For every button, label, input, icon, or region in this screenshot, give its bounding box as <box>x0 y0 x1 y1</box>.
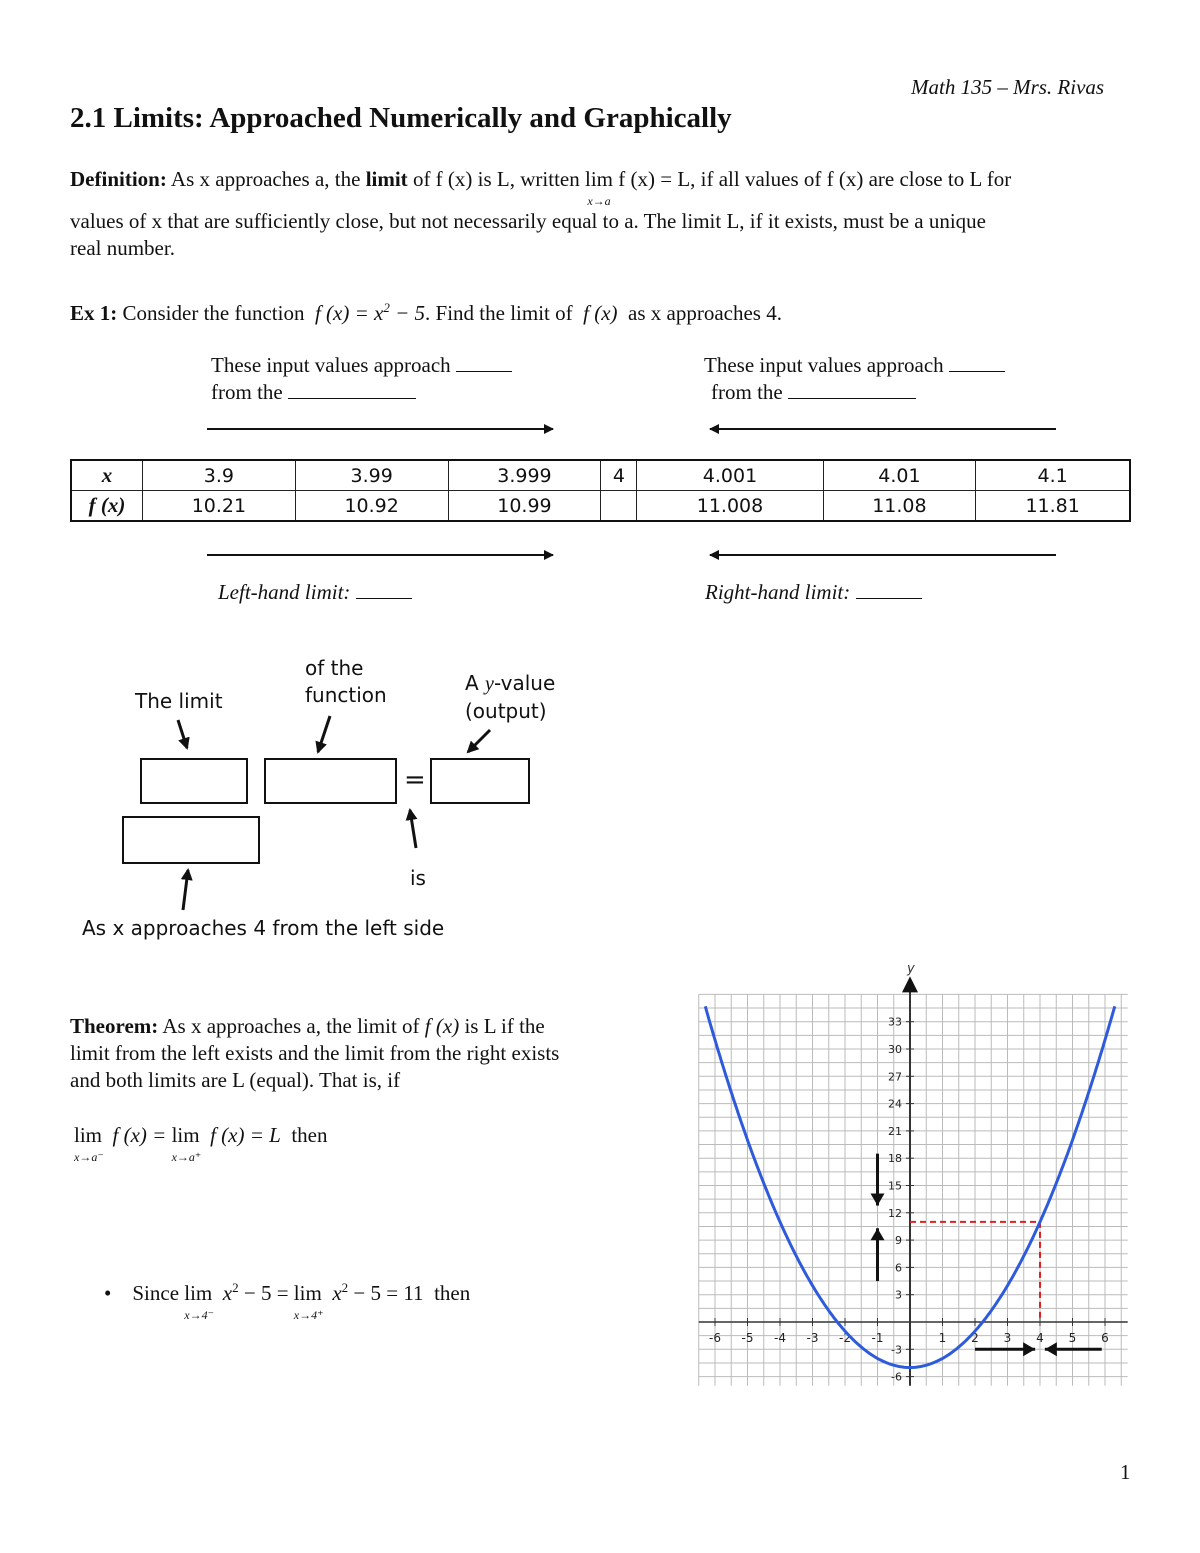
theorem-line-1 <box>70 1013 545 1040</box>
lim-right-notation: lim x→a⁺ <box>171 1123 202 1164</box>
fx-cell: 10.21 <box>143 491 296 522</box>
x-tick-label: 3 <box>1003 1331 1012 1345</box>
example-fx: f (x) <box>583 301 618 325</box>
since-lim-left: lim x→4⁻ <box>184 1281 214 1322</box>
fx-cell: 11.008 <box>637 491 823 522</box>
theorem-line-2: limit from the left exists and the limit from the right exists <box>70 1041 560 1065</box>
graph-arrow-up-head <box>871 1228 885 1240</box>
course-header: Math 135 – Mrs. Rivas <box>911 75 1105 99</box>
fx-cell: 10.92 <box>295 491 448 522</box>
y-tick-label: 27 <box>888 1070 902 1084</box>
example-function: f $(x) = x^2 - 5$ <box>314 300 426 325</box>
diagram-output: (output) <box>465 699 547 723</box>
y-tick-label: 12 <box>888 1206 902 1220</box>
example-text-b: . Find the limit of <box>425 301 573 325</box>
diagram-arrows <box>0 640 620 930</box>
y-tick-label: -3 <box>891 1343 902 1357</box>
page-number: 1 <box>1120 1460 1131 1484</box>
diagram-of-the: of the <box>305 656 364 680</box>
page-title: 2.1 Limits: Approached Numerically and Graphically <box>70 102 732 134</box>
graph-arrow-left-head <box>1045 1342 1057 1356</box>
example-text-c: as x approaches 4. <box>628 301 782 325</box>
y-tick-label: 30 <box>888 1043 902 1056</box>
x-tick-label: 2 <box>971 1331 979 1345</box>
fx-cell: 11.81 <box>976 491 1130 522</box>
x-tick-label: 5 <box>1068 1331 1077 1345</box>
x-cell: 4 <box>601 460 637 491</box>
since-lim-right: lim x→4⁺ <box>293 1281 324 1322</box>
theorem-fx: f (x) <box>424 1014 460 1038</box>
theorem-equation: lim x→a⁻ f (x) = lim x→a⁺ f (x) = L then <box>74 1123 328 1164</box>
table-row-fx <box>71 491 1130 522</box>
x-cell: 4.001 <box>637 460 823 491</box>
definition-line-2: values of x that are sufficiently close, but not necessarily equal to a. The limit L, if it exists, must be a unique <box>70 209 987 233</box>
x-tick-label: -5 <box>741 1331 754 1345</box>
theorem-text-a: As x approaches a, the limit of <box>162 1014 420 1038</box>
example-label: Ex 1: <box>70 301 118 325</box>
definition-text-b: of f (x) is L, written <box>412 167 580 191</box>
x-cell: 3.9 <box>143 460 296 491</box>
right-hand-limit: Right-hand limit: <box>705 579 922 606</box>
x-cell: 4.01 <box>823 460 976 491</box>
x-tick-label: 1 <box>938 1331 947 1345</box>
left-hand-limit: Left-hand limit: <box>218 579 412 606</box>
y-tick-label: -6 <box>891 1370 902 1384</box>
approach-right-line1: These input values approach <box>704 352 1005 379</box>
definition-limit-word: limit <box>365 167 408 191</box>
x-cell: 3.999 <box>448 460 601 491</box>
parabola-graph <box>690 960 1140 1390</box>
x-tick-label: -1 <box>871 1331 884 1345</box>
diagram-is: is <box>410 866 426 890</box>
lim-notation: lim x→a <box>584 167 613 208</box>
graph-arrow-right-head <box>1023 1342 1035 1356</box>
y-axis-arrowhead <box>902 976 918 992</box>
x-cell: 4.1 <box>976 460 1130 491</box>
definition-label: Definition: <box>70 167 167 191</box>
table-row-x <box>71 460 1130 491</box>
y-tick-label: 24 <box>888 1097 902 1111</box>
diagram-yvalue: A y-value <box>465 671 556 695</box>
diagram-function: function <box>305 683 387 707</box>
x-tick-label: -2 <box>839 1331 851 1345</box>
theorem-label: Theorem: <box>70 1014 159 1038</box>
x-header: x <box>71 460 143 491</box>
x-tick-label: -6 <box>709 1331 721 1345</box>
approach-left-line2: from the <box>211 379 416 406</box>
theorem-line-3: and both limits are L (equal). That is, if <box>70 1068 401 1092</box>
approach-right-line2: from the <box>711 379 916 406</box>
x-tick-label: 6 <box>1101 1331 1109 1345</box>
diagram-approach-text: As x approaches 4 from the left side <box>82 916 445 940</box>
approach-arrows <box>0 0 1200 620</box>
definition-line-3: real number. <box>70 236 175 260</box>
diagram-the-limit: The limit <box>135 689 223 713</box>
y-tick-label: 33 <box>888 1015 902 1029</box>
since-bullet: • Since lim x→4⁻ $x^2 - 5 = \lim$ x→4⁺ $x^2 - 5 = 11$ then <box>104 1280 471 1322</box>
example-text-a: Consider the function <box>122 301 305 325</box>
lim-left-notation: lim x→a⁻ <box>74 1123 104 1164</box>
y-axis-label: y <box>907 961 915 977</box>
y-tick-label: 18 <box>888 1152 902 1166</box>
y-tick-label: 3 <box>895 1288 902 1302</box>
diagram-equals: = <box>404 765 426 795</box>
x-cell: 3.99 <box>295 460 448 491</box>
fx-header: f (x) <box>71 491 143 522</box>
fx-cell <box>601 491 637 522</box>
x-tick-label: -3 <box>806 1331 819 1345</box>
x-tick-label: -4 <box>774 1331 786 1345</box>
definition-text-c: f (x) = L, if all values of f (x) are close to L for <box>618 167 1012 191</box>
y-tick-label: 21 <box>888 1124 902 1138</box>
y-tick-label: 15 <box>888 1179 902 1193</box>
theorem-text-b: is L if the <box>464 1014 545 1038</box>
x-tick-label: 4 <box>1036 1331 1044 1345</box>
fx-cell: 10.99 <box>448 491 601 522</box>
approach-left-line1: These input values approach <box>211 352 512 379</box>
y-tick-label: 9 <box>895 1234 902 1248</box>
definition-text-a: As x approaches a, the <box>170 167 361 191</box>
fx-cell: 11.08 <box>823 491 976 522</box>
y-tick-label: 6 <box>895 1261 902 1275</box>
values-table <box>70 459 1131 522</box>
